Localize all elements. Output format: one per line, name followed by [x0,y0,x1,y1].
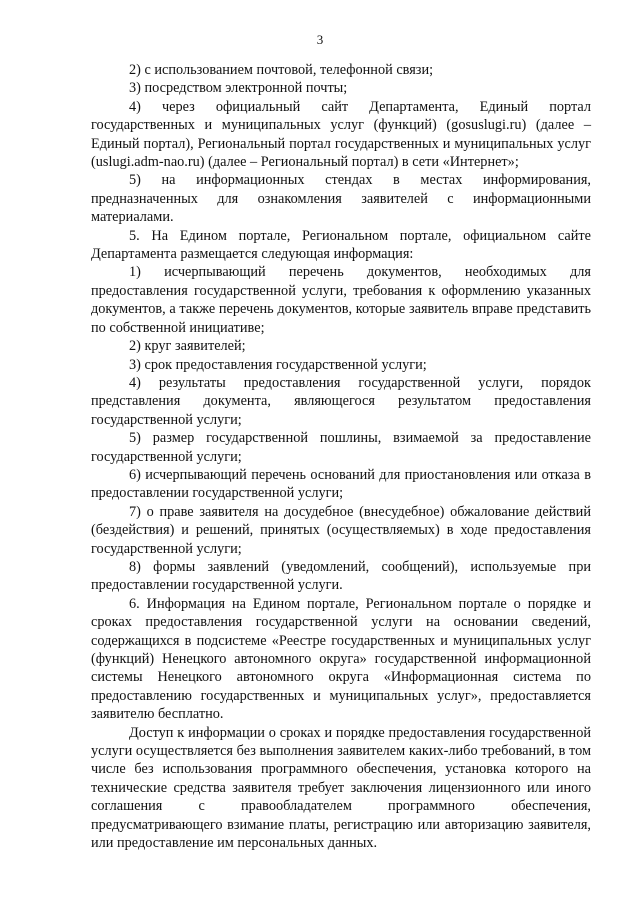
section-6-paragraph: 6. Информация на Едином портале, Региональном портале о порядке и сроках предоставления государственной услуги на основании сведений, содержащихся в подсистеме «Реестре государственных и муниципальных услуг (функций) Ненецкого автономного округа» государственной информационной системы Ненецкого автономного округа «Информационная система по предоставлению государственных и муниципальных услуг», предоставляется заявителю бесплатно. [91,595,591,723]
list-item-postal: 2) с использованием почтовой, телефонной связи; [129,62,434,78]
section-5-heading: 5. На Едином портале, Региональном портале, официальном сайте Департамента размещается следующая информация: [91,227,591,263]
access-paragraph: Доступ к информации о сроках и порядке предоставления государственной услуги осуществляется без выполнения заявителем каких-либо требований, в том числе без использования программного обеспечения, установка которого на технические средства заявителя требует заключения лицензионного или иного соглашения с правообладателем программного обеспечения, предусматривающего взимание платы, регистрацию или авторизацию заявителя, или предоставление им персональных данных. [91,724,591,852]
page-number: 3 [316,32,324,47]
list-item-forms: 8) формы заявлений (уведомлений, сообщений), используемые при предоставлении государственной услуги. [91,558,591,594]
list-item-email: 3) посредством электронной почты; [129,80,348,97]
list-item-appeal: 7) о праве заявителя на досудебное (внесудебное) обжалование действий (бездействия) и решений, принятых (осуществляемых) в ходе предоставления государственной услуги; [91,503,591,557]
list-item-fee: 5) размер государственной пошлины, взимаемой за предоставление государственной услуги; [91,430,591,465]
document-body [91,61,591,852]
list-item-stands: 5) на информационных стендах в местах информирования, предназначенных для ознакомления заявителей с информационными материалами. [91,172,591,226]
list-item-grounds: 6) исчерпывающий перечень оснований для приостановления или отказа в предоставлении государственной услуги; [91,466,591,502]
list-item-documents: 1) исчерпывающий перечень документов, необходимых для предоставления государственной услуги, требования к оформлению указанных документов, а также перечень документов, которые заявитель вправе представить по собственной инициативе; [91,264,591,336]
list-item-term: 3) срок предоставления государственной услуги; [129,356,427,373]
list-item-results: 4) результаты предоставления государственной услуги, порядок представления документа, являющегося результатом предоставления государственной услуги; [91,374,591,428]
list-item-applicants: 2) круг заявителей; [129,338,246,355]
list-item-website: 4) через официальный сайт Департамента, Единый портал государственных и муниципальных услуг (функций) (gosuslugi.ru) (далее – Единый портал), Региональный портал государственных и муниципальных услуг (uslugi.adm-nao.ru) (далее – Региональный портал) в сети «Интернет»; [91,98,591,171]
